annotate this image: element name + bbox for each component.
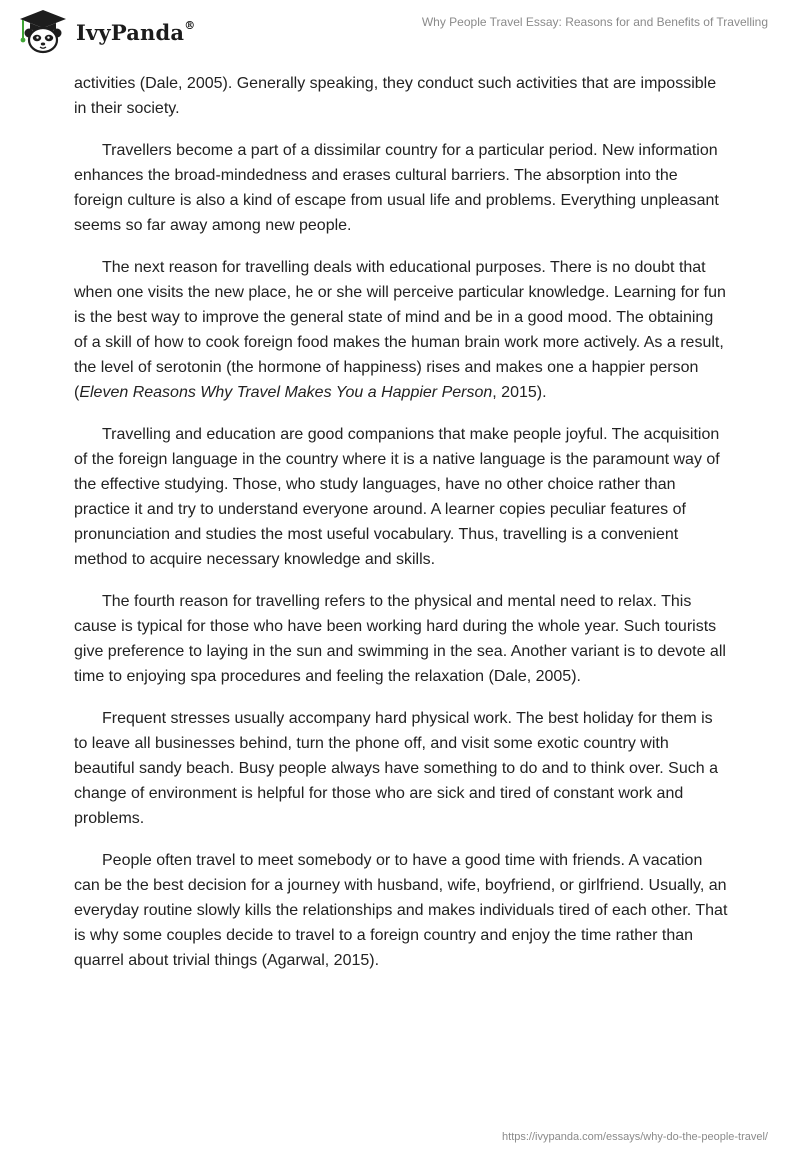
paragraph-continuation: activities (Dale, 2005). Generally speaking, they conduct such activities that are impossible in their society. — [74, 75, 717, 117]
paragraph-culture: Travellers become a part of a dissimilar country for a particular period. New information enhances the broad-mindedness and erases cultural barriers. The absorption into the foreign culture is also a kind of escape from usual life and problems. Everything unpleasant seems so far away among new people. — [74, 142, 719, 234]
paragraph-language: Travelling and education are good companions that make people joyful. The acquisition of the foreign language in the country where it is a native language is the paramount way of the effective studying. Those, who study languages, have no other choice rather than practice it and try to understand everyone around. A learner copies peculiar features of pronunciation and studies the most useful vocabulary. Thus, travelling is a convenient method to acquire necessary knowledge and skills. — [74, 426, 720, 568]
source-url[interactable]: https://ivypanda.com/essays/why-do-the-people-travel/ — [502, 1131, 768, 1143]
brand-name-text: IvyPanda — [76, 19, 185, 45]
paragraph-education-text: The next reason for travelling deals with educational purposes. There is no doubt that when one visits the new place, he or she will perceive particular knowledge. Learning for fun is the best way to improve the general state of mind and be in a good mood. The obtaining of a skill of how to cook foreign food makes the human brain work more actively. As a result, the level of serotonin (the hormone of happiness) rises and makes one a happier person ( — [74, 259, 726, 401]
paragraph-friends: People often travel to meet somebody or to have a good time with friends. A vacation can be the best decision for a journey with husband, wife, boyfriend, or girlfriend. Usually, an everyday routine slowly kills the relationships and makes individuals tired of each other. That is why some couples decide to travel to a foreign country and enjoy the time rather than quarrel about trivial things (Agarwal, 2015). — [74, 852, 728, 969]
paragraph-education-end: , 2015). — [492, 384, 547, 401]
paragraph-stress: Frequent stresses usually accompany hard physical work. The best holiday for them is to leave all businesses behind, turn the phone off, and visit some exotic country with beautiful sandy beach. Busy people always have something to do and to think over. Such a change of environment is helpful for those who are sick and tired of constant work and problems. — [74, 710, 718, 827]
essay-body — [74, 71, 730, 990]
paragraph-education — [74, 255, 730, 405]
panda-graduation-cap-icon — [14, 8, 72, 54]
registered-mark: ® — [184, 18, 196, 32]
page-header — [0, 0, 800, 62]
brand-logo[interactable] — [14, 8, 195, 54]
document-title: Why People Travel Essay: Reasons for and Benefits of Travelling — [421, 15, 768, 29]
brand-name — [76, 20, 195, 45]
paragraph-relax: The fourth reason for travelling refers to the physical and mental need to relax. This cause is typical for those who have been working hard during the whole year. Such tourists give preference to laying in the sun and swimming in the sea. Another variant is to devote all time to enjoying spa procedures and feeling the relaxation (Dale, 2005). — [74, 593, 726, 685]
citation-title: Eleven Reasons Why Travel Makes You a Happier Person — [79, 384, 493, 401]
